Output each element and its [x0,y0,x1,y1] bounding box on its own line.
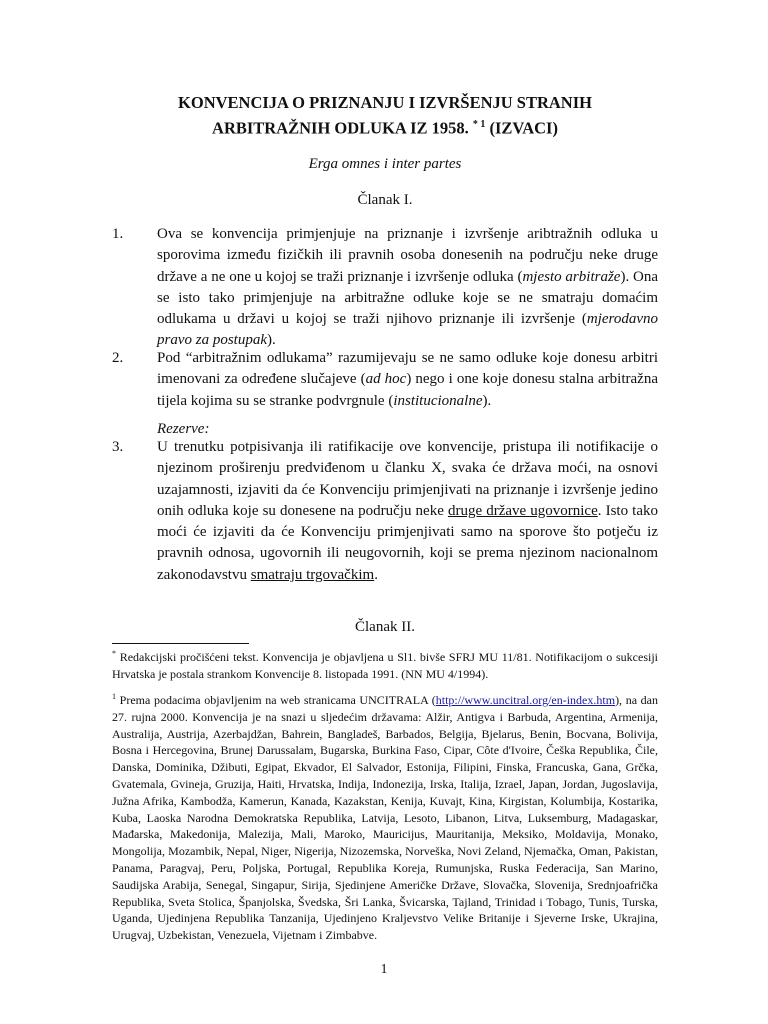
item-emphasis: mjesto arbitraže [522,268,621,285]
item-text-part: ). [267,332,276,349]
footnote-1 [112,689,658,944]
item-text-part: ). Ona se isto tako primjenjuje na arbitražne odluke koje se ne smatraju domaćim odlukama u državi u kojoj se traži njihovo priznanje ili izvršenje ( [157,268,658,328]
title-suffix: (IZVACI) [489,118,558,138]
article-1-item-1 [112,224,658,352]
item-underlined: druge države ugovornice [447,502,598,519]
item-number: 1. [112,226,124,242]
item-text-part: . Isto tako moći će izjaviti da će Konvenciju primjenjivati samo na sporove što potječu iz pravnih odnosa, ugovornih ili neugovornih, koji se prema njezinom nacionalnom zakonodavstvu [157,502,658,583]
item-text-part: Pod “arbitražnim odlukama” razumijevaju se ne samo odluke koje donesu arbitri imenovani za određene slučajeve ( [157,350,658,388]
item-number: 3. [112,439,124,455]
item-emphasis: ad hoc [365,371,407,388]
footnote-text: Prema podacima objavljenim na web stranicama UNCITRALA ( [116,693,436,707]
footnote-asterisk [112,646,658,683]
item-text-part: ) nego i one koje donesu stalna arbitražna tijela kojima su se stranke podvrgnule ( [157,371,658,409]
footnote-text: ), na dan 27. rujna 2000. Konvencija je na snazi u sljedećim državama: Alžir, Antigva i Barbuda, Argentina, Armenija, Australija, Austrija, Azerbajdžan, Bahrein, Bangladeš, Barbados, Belgija, Bjelarus, Benin, Bocvana, Bolivija, Bosna i Hercegovina, Brunej Darussalam, Bugarska, Burkina Faso, Cipar, Côte d'Ivoire, Češka Republika, Čile, Danska, Dominika, Džibuti, Egipat, Ekvador, El Salvador, Estonija, Filipini, Finska, Francuska, Gana, Grčka, Gvatemala, Gvineja, Gruzija, Haiti, Hrvatska, Indija, Indonezija, Irska, Italija, Izrael, Japan, Jordan, Jugoslavija, Južna Afrika, Kambodža, Kamerun, Kanada, Kazakstan, Kenija, Kuvajt, Kina, Kirgistan, Kolumbija, Kostarika, Kuba, Laoska Narodna Demokratska Republika, Latvija, Lesoto, Libanon, Litva, Luksemburg, Madagaskar, Mađarska, Makedonija, Malezija, Mali, Maroko, Mauricijus, Mauritanija, Meksiko, Moldavija, Monako, Mongolija, Mozambik, Nepal, Niger, Nigerija, Nizozemska, Norveška, Novi Zeland, Njemačka, Oman, Pakistan, Panama, Paragvaj, Peru, Poljska, Portugal, Republika Koreja, Rumunjska, Ruska Federacija, San Marino, Saudijska Arabija, Senegal, Singapur, Sirija, Sjedinjene Američke Države, Slovačka, Slovenija, Srednjoafrička Republika, Sveta Stolica, Španjolska, Švedska, Šri Lanka, Švicarska, Tajland, Trinidad i Tobago, Tunis, Turska, Uganda, Ujedinjena Republika Tanzanija, Ujedinjeno Kraljevstvo Velike Britanije i Sjeverne Irske, Ukrajina, Urugvaj, Uzbekistan, Venezuela, Vijetnam i Zimbabve. [112,693,659,943]
footnote-mark: 1 [112,692,116,701]
item-text-part: ). [482,392,492,409]
item-emphasis: institucionalne [393,392,483,409]
item-number: 2. [112,350,124,366]
footnote-text: Redakcijski pročišćeni tekst. Konvencija je objavljena u Sl1. bivše SFRJ MU 11/81. Notifikacijom o sukcesiji Hrvatska je postala strankom Konvencije 8. listopada 1991. (NN MU 4/1994). [112,650,658,681]
item-text-part: . [374,566,378,583]
article-1-item-2 [112,348,658,412]
item-underlined: smatraju trgovačkim [250,566,375,583]
article-2-heading: Članak II. [355,619,415,635]
footnote-mark: * [112,649,116,658]
reservations-label: Rezerve: [157,421,210,437]
title-footnote-marks[interactable]: * 1 [472,119,486,130]
title-line-2 [112,114,658,140]
title-line-2-text: ARBITRAŽNIH ODLUKA IZ 1958. [212,118,469,138]
item-text [157,437,658,586]
title-line-1: KONVENCIJA O PRIZNANJU I IZVRŠENJU STRANIH [178,93,592,112]
item-text-part: Ova se konvencija primjenjuje na priznanje i izvršenje aribtražnih odluka u sporovima između fizičkih ili pravnih osoba donesenih na području neke druge države a ne one u kojoj se traži priznanje i izvršenje odluka ( [157,226,658,285]
article-1-heading: Članak I. [357,192,413,208]
footnote-separator [112,643,249,644]
document-title [112,92,658,140]
item-text [157,224,658,352]
uncitral-link[interactable]: http://www.uncitral.org/en-index.htm [435,693,616,707]
article-1-item-3 [112,437,658,586]
document-subtitle: Erga omnes i inter partes [308,156,462,172]
item-emphasis: mjerodavno pravo za postupak [157,311,658,349]
item-text-part: U trenutku potpisivanja ili ratifikacije ove konvencije, pristupa ili notifikacije o njezinom proširenju predviđenom u članku X, svaka će država moći, na osnovi uzajamnosti, izjaviti da će Konvenciju primjenjivati na priznanje i izvršenje jedino onih odluka koje su donesene na području neke [157,439,658,519]
page-number: 1 [380,962,388,977]
item-text [157,348,658,412]
